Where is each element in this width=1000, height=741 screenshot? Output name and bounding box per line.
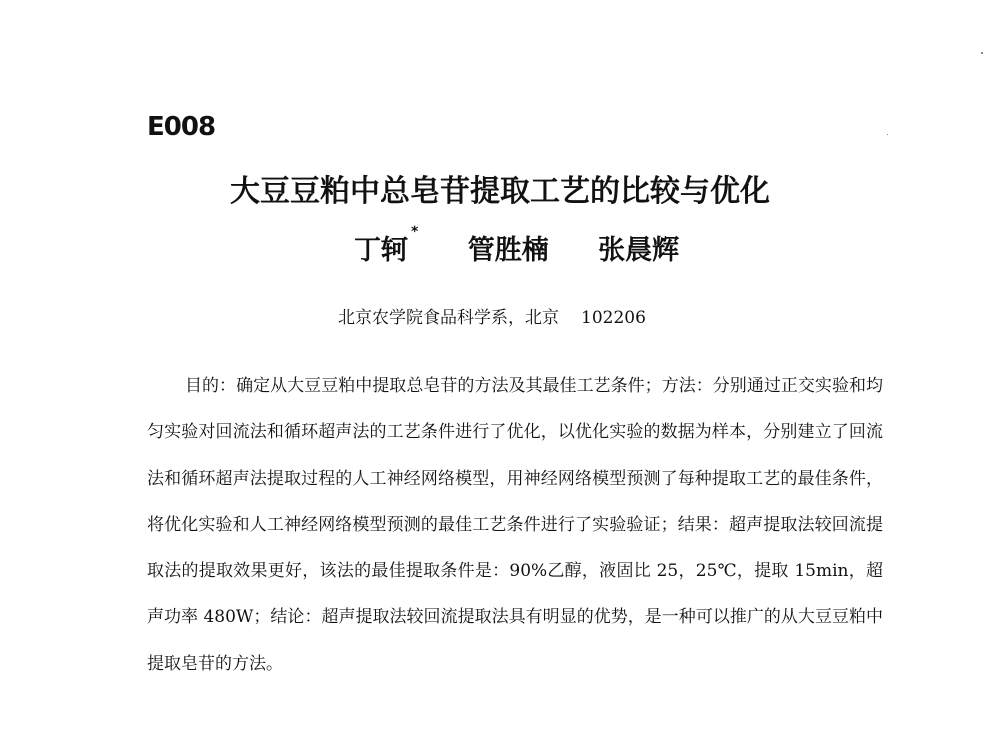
author-name: 管胜楠 [467,235,549,266]
author-3 [598,228,679,267]
postal-code: 102206 [581,308,646,328]
scan-speck [981,52,983,54]
affiliation [338,303,646,328]
paper-code: E008 [147,112,216,142]
author-name: 丁轲 [354,235,408,266]
author-2 [468,228,549,267]
corresponding-author-mark: * [411,224,419,240]
scan-speck [887,134,888,135]
affiliation-text: 北京农学院食品科学系，北京 [338,308,559,328]
paper-title: 大豆豆粕中总皂苷提取工艺的比较与优化 [230,174,770,209]
author-list [354,224,680,267]
author-1 [354,224,419,267]
author-name: 张晨辉 [598,235,680,266]
abstract: 目的：确定从大豆豆粕中提取总皂苷的方法及其最佳工艺条件；方法：分别通过正交实验和均匀实验对回流法和循环超声法的工艺条件进行了优化，以优化实验的数据为样本，分别建立了回流法和循环超声法提取过程的人工神经网络模型，用神经网络模型预测了每种提取工艺的最佳条件，将优化实验和人工神经网络模型预测的最佳工艺条件进行了实验验证；结果：超声提取法较回流提取法的提取效果更好，该法的最佳提取条件是：90%乙醇，液固比 25，25℃，提取 15min，超声功率 480W；结论：超声提取法较回流提取法具有明显的优势，是一种可以推广的从大豆豆粕中提取皂苷的方法。 [147,376,883,674]
